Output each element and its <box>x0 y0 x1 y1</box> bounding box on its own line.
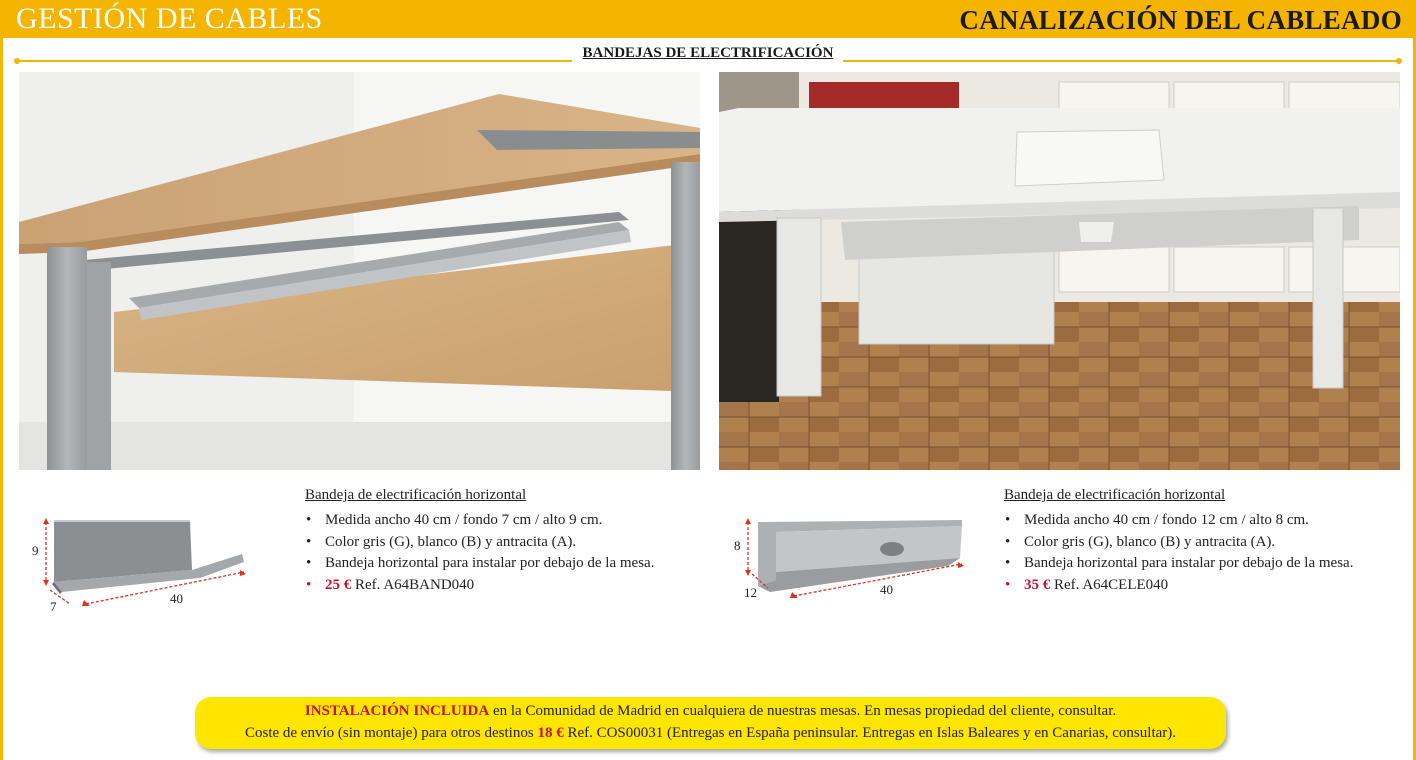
product-2-features <box>1004 510 1353 596</box>
desk-tray-photo <box>19 72 700 470</box>
product-1-ref: Ref. A64BAND040 <box>355 576 475 593</box>
product-2-ref: Ref. A64CELE040 <box>1054 576 1169 593</box>
banner-line-2 <box>195 722 1226 744</box>
dim-width-2: 40 <box>880 582 893 597</box>
price-line <box>305 575 654 597</box>
dim-depth-1: 7 <box>50 599 57 614</box>
feature-item: • Bandeja horizontal para instalar por debajo de la mesa. <box>305 553 654 575</box>
dim-width-1: 40 <box>170 591 183 606</box>
product-2-price: 35 € <box>1024 576 1051 593</box>
dim-depth-2: 12 <box>744 585 757 600</box>
office-desk-photo <box>719 72 1400 470</box>
section-title: BANDEJAS DE ELECTRIFICACIÓN <box>0 45 1416 62</box>
product-1-title: Bandeja de electrificación horizontal <box>305 487 527 503</box>
feature-item: • Color gris (G), blanco (B) y antracita (A). <box>1004 532 1353 554</box>
product-1-features <box>305 510 654 596</box>
dim-height-2: 8 <box>734 538 741 553</box>
feature-item: • Color gris (G), blanco (B) y antracita (A). <box>305 532 654 554</box>
product-1-price: 25 € <box>325 576 352 593</box>
page-title: CANALIZACIÓN DEL CABLEADO <box>959 5 1402 35</box>
price-line <box>1004 575 1353 597</box>
product-2-title: Bandeja de electrificación horizontal <box>1004 487 1226 503</box>
banner-line-2-text: Ref. COS00031 (Entregas en España peninsular. Entregas en Islas Baleares y en Canarias, consultar). <box>563 725 1177 741</box>
feature-item: • Bandeja horizontal para instalar por debajo de la mesa. <box>1004 553 1353 575</box>
feature-item: • Medida ancho 40 cm / fondo 7 cm / alto 9 cm. <box>305 510 654 532</box>
banner-line-1-text: en la Comunidad de Madrid en cualquiera de nuestras mesas. En mesas propiedad del cliente, consultar. <box>489 703 1117 719</box>
shipping-price: 18 € <box>537 725 564 741</box>
installation-banner <box>195 697 1226 749</box>
feature-item: • Medida ancho 40 cm / fondo 12 cm / alto 8 cm. <box>1004 510 1353 532</box>
installation-highlight: INSTALACIÓN INCLUIDA <box>304 703 490 719</box>
category-title: GESTIÓN DE CABLES <box>16 2 323 35</box>
banner-line-1 <box>195 700 1226 722</box>
banner-line-2-pre: Coste de envío (sin montaje) para otros destinos <box>244 725 538 741</box>
header-bar <box>0 0 1416 38</box>
dim-height-1: 9 <box>32 543 39 558</box>
